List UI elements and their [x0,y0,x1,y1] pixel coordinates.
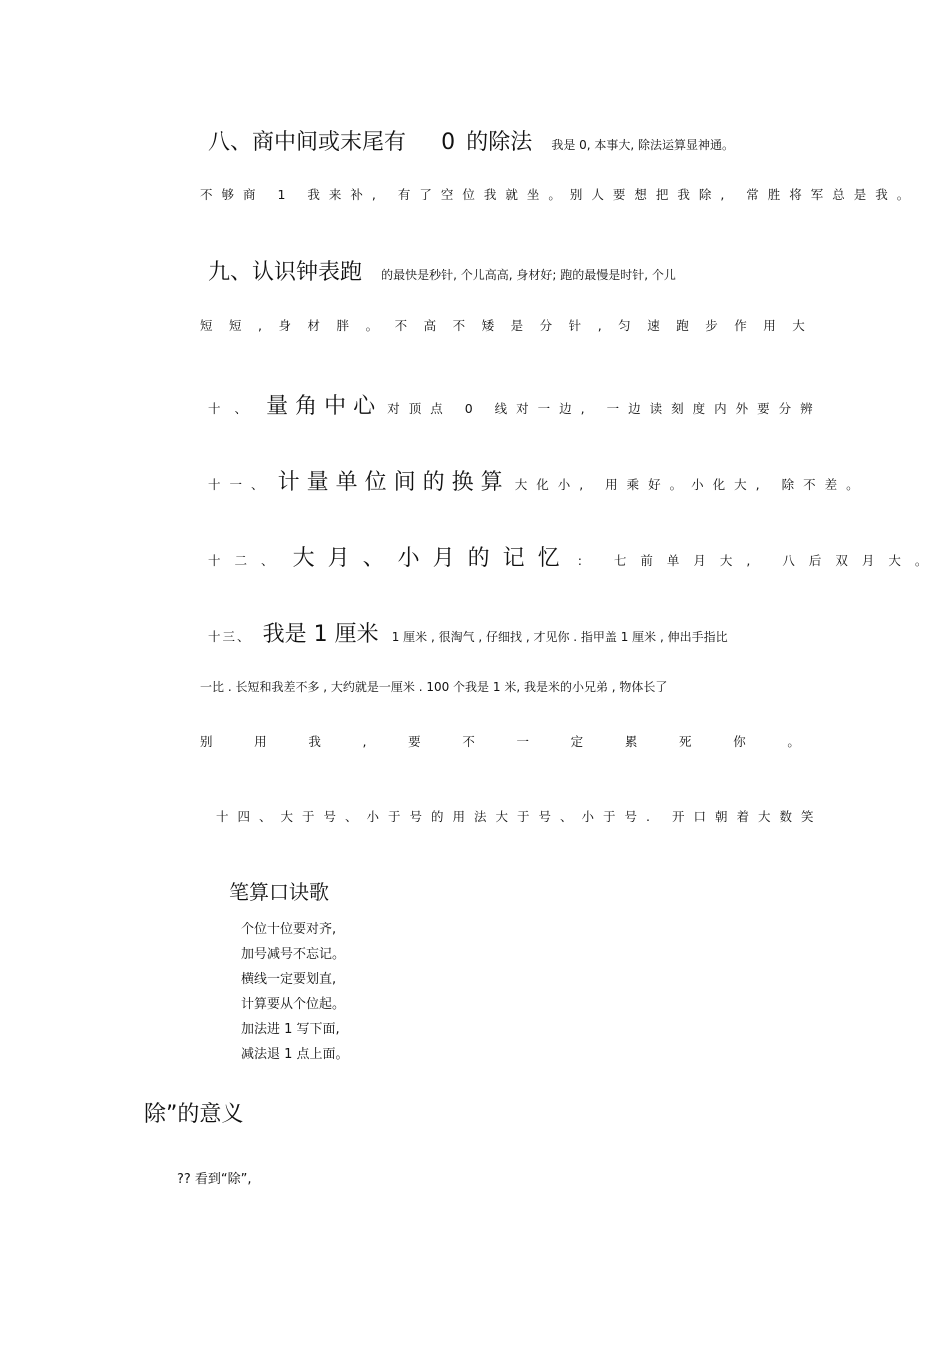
justified-char: 别 [200,734,213,749]
justified-char: 分 [539,318,553,333]
section-9-line-2 [200,320,805,333]
section-13-heading: 十三、 我是 1 厘米 1 厘米 , 很淘气 , 仔细找 , 才见你 . 指甲盖 1 厘米 , 伸出手指比 [208,622,728,647]
section-13-line-2: 一比 . 长短和我差不多 , 大约就是一厘米 . 100 个我是 1 米, 我是米的小兄弟 , 物体长了 [200,680,668,694]
section-8-line-2: 不够商 1 我来补, 有了空位我就坐。别人要想把我除, 常胜将军总是我。 [200,187,919,202]
section-12-heading: 大月、小月的记忆 [292,546,573,571]
division-title: 除”的意义 [144,1102,244,1127]
section-9-heading: 九、认识钟表跑 的最快是秒针, 个儿高高, 身材好; 跑的最慢是时针, 个儿 [208,260,676,285]
section-14: 十四、大于号、小于号的用法大于号、小于号. 开口朝着大数笑 [216,809,823,824]
justified-char: 针 [568,318,582,333]
justified-char: 死 [679,734,692,749]
justified-char: 用 [763,318,776,333]
justified-char: 矮 [481,318,495,333]
poem-line: 个位十位要对齐, [241,922,337,937]
poem-line: 加号减号不忘记。 [241,947,346,962]
section-11-heading: 计量单位间的换算 [277,470,510,495]
justified-char: 你 [733,734,746,749]
section-13-line-3 [200,736,800,749]
division-text: ?? 看到“除”, [177,1172,252,1187]
justified-char: 。 [787,734,800,749]
justified-char: 步 [705,318,718,333]
section-8-heading: 八、商中间或末尾有 0 的除法 我是 0, 本事大, 除法运算显神通。 [208,130,735,155]
poem-line: 横线一定要划直, [241,972,337,987]
justified-char: 我 [308,734,321,749]
justified-char: 不 [394,318,408,333]
poem-title: 笔算口诀歌 [229,880,329,904]
section-10-heading: 量角中心 [266,394,383,419]
justified-char: 定 [570,734,584,749]
poem-line: 加法进 1 写下面, [241,1022,340,1037]
justified-char: 胖 [336,318,350,333]
justified-char: 不 [462,734,475,749]
section-12: 十二、 大月、小月的记忆 : 七前单月大, 八后双月大。 [208,546,942,571]
justified-char: 不 [452,318,466,333]
justified-char: 。 [365,318,379,333]
justified-char: 跑 [676,318,689,333]
justified-char: 一 [516,734,530,749]
justified-char: 用 [254,734,267,749]
justified-char: , [362,734,367,749]
section-10: 十、 量角中心 对顶点 0 线对一边, 一边读刻度内外要分辨 [208,394,822,419]
justified-char: 作 [734,318,747,333]
justified-char: 速 [647,318,660,333]
poem-line: 计算要从个位起。 [241,997,346,1012]
poem-body [241,917,349,1067]
justified-char: 要 [408,734,421,749]
justified-char: 匀 [618,318,631,333]
justified-char: , [258,318,263,333]
justified-char: 身 [278,318,292,333]
justified-char: 是 [510,318,524,333]
justified-char: 大 [792,318,805,333]
justified-char: , [597,318,602,333]
section-11: 十一、 计量单位间的换算 大化小, 用乘好。小化大, 除不差。 [208,470,868,495]
justified-char: 材 [307,318,321,333]
justified-char: 短 [200,318,213,333]
justified-char: 短 [229,318,242,333]
justified-char: 累 [624,734,638,749]
poem-line: 减法退 1 点上面。 [241,1047,349,1062]
justified-char: 高 [423,318,437,333]
